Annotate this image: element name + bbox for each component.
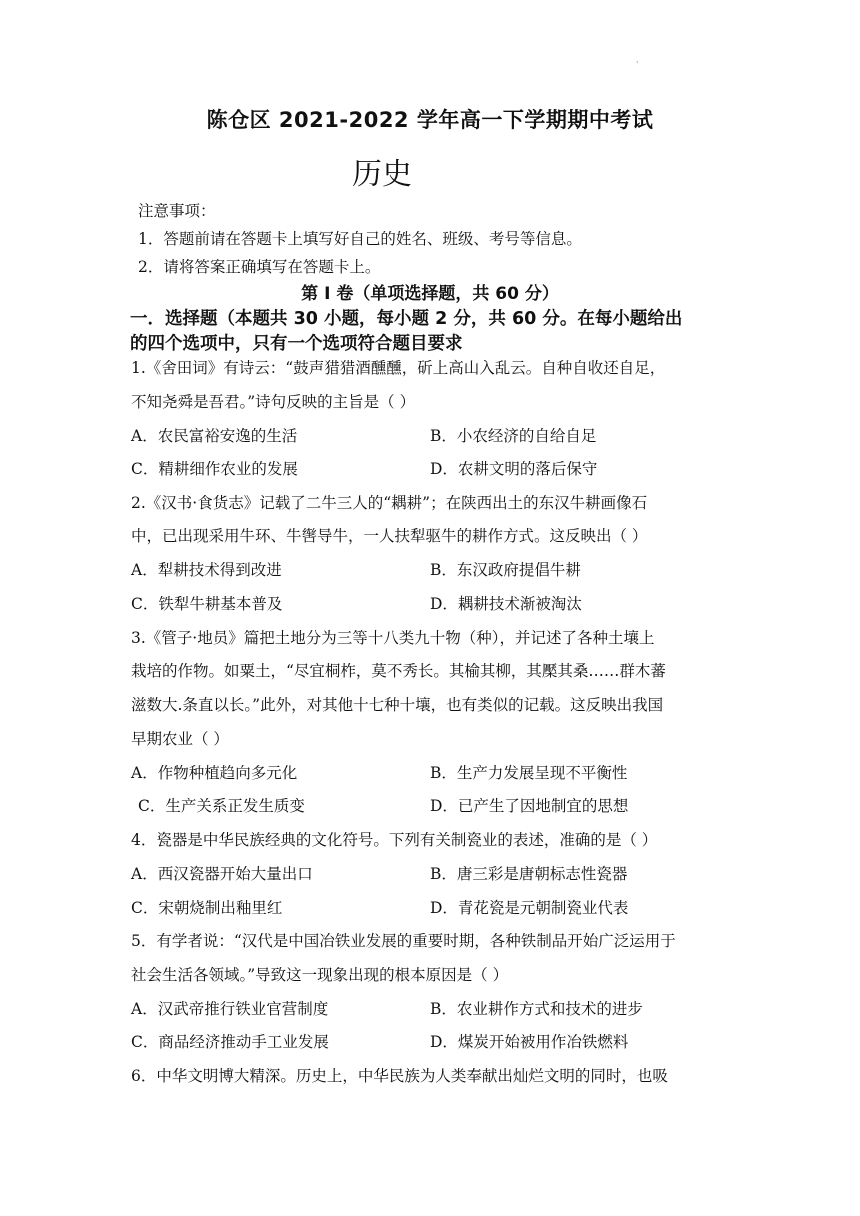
question-3-line: 3.《管子·地员》篇把土地分为三等十八类九十物（种），并记述了各种土壤上 xyxy=(131,629,655,647)
question-5-line: 社会生活各领域。”导致这一现象出现的根本原因是（ ） xyxy=(131,966,509,984)
question-5-option-d: D．煤炭开始被用作冶铁燃料 xyxy=(430,1033,629,1051)
volume-title: 第 I 卷（单项选择题，共 60 分） xyxy=(301,284,559,304)
question-4-option-b: B．唐三彩是唐朝标志性瓷器 xyxy=(430,865,628,883)
question-3-option-c: C．生产关系正发生质变 xyxy=(138,797,305,815)
question-4-option-a: A．西汉瓷器开始大量出口 xyxy=(131,865,313,883)
question-2-option-c: C．铁犁牛耕基本普及 xyxy=(131,595,283,613)
notice-item: 2．请将答案正确填写在答题卡上。 xyxy=(138,258,381,276)
exam-title: 陈仓区 2021-2022 学年高一下学期期中考试 xyxy=(206,108,654,132)
question-1-option-b: B．小农经济的自给自足 xyxy=(430,427,597,445)
question-1-option-a: A．农民富裕安逸的生活 xyxy=(131,427,298,445)
question-4-option-c: C．宋朝烧制出釉里红 xyxy=(131,899,283,917)
question-1-line: 1.《舍田词》有诗云：“鼓声猎猎酒醺醺，斫上高山入乱云。自种自收还自足， xyxy=(131,359,666,377)
question-2-option-d: D．耦耕技术渐被淘汰 xyxy=(430,595,582,613)
question-1-line: 不知尧舜是吾君。”诗句反映的主旨是（ ） xyxy=(131,393,416,411)
subject-title: 历史 xyxy=(352,157,412,192)
question-3-line: 早期农业（ ） xyxy=(131,730,229,748)
question-5-option-b: B．农业耕作方式和技术的进步 xyxy=(430,1000,643,1018)
question-3-option-a: A．作物种植趋向多元化 xyxy=(131,764,298,782)
question-1-option-d: D．农耕文明的落后保守 xyxy=(430,460,598,478)
question-2-option-b: B．东汉政府提倡牛耕 xyxy=(430,561,581,579)
notice-item: 1．答题前请在答题卡上填写好自己的姓名、班级、考号等信息。 xyxy=(138,230,582,248)
question-5-option-c: C．商品经济推动手工业发展 xyxy=(131,1033,329,1051)
section-heading: 的四个选项中，只有一个选项符合题目要求 xyxy=(130,334,463,354)
question-3-line: 滋数大.条直以长。”此外，对其他十七种十壤，也有类似的记载。这反映出我国 xyxy=(131,696,664,714)
question-4-line: 4．瓷器是中华民族经典的文化符号。下列有关制瓷业的表述，准确的是（ ） xyxy=(131,831,658,849)
question-6-line: 6．中华文明博大精深。历史上，中华民族为人类奉献出灿烂文明的同时，也吸 xyxy=(131,1067,668,1085)
notice-heading: 注意事项： xyxy=(138,202,216,220)
question-3-line: 栽培的作物。如粟土，“尽宜桐柞，莫不秀长。其榆其柳，其檿其桑……群木蕃 xyxy=(131,662,666,680)
section-heading: 一．选择题（本题共 30 小题，每小题 2 分，共 60 分。在每小题给出 xyxy=(130,309,683,329)
page-mark: · xyxy=(636,58,639,67)
question-5-line: 5．有学者说：“汉代是中国冶铁业发展的重要时期，各种铁制品开始广泛运用于 xyxy=(131,932,676,950)
question-4-option-d: D．青花瓷是元朝制瓷业代表 xyxy=(430,899,629,917)
question-2-option-a: A．犁耕技术得到改进 xyxy=(131,561,282,579)
question-5-option-a: A．汉武帝推行铁业官营制度 xyxy=(131,1000,329,1018)
question-2-line: 2.《汉书·食货志》记载了二牛三人的“耦耕”；在陕西出土的东汉牛耕画像石 xyxy=(131,494,648,512)
question-2-line: 中，已出现采用牛环、牛辔导牛，一人扶犁驱牛的耕作方式。这反映出（ ） xyxy=(131,527,648,545)
question-1-option-c: C．精耕细作农业的发展 xyxy=(131,460,298,478)
question-3-option-d: D．已产生了因地制宜的思想 xyxy=(430,797,629,815)
question-3-option-b: B．生产力发展呈现不平衡性 xyxy=(430,764,628,782)
